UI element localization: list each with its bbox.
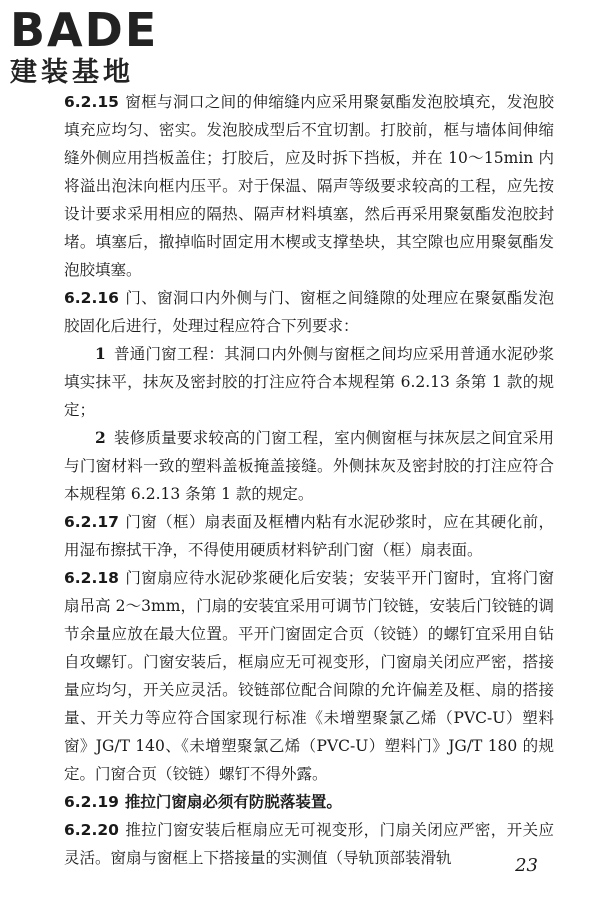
item-number: 2 <box>95 428 106 447</box>
item-text: 装修质量要求较高的门窗工程，室内侧窗框与抹灰层之间宜采用与门窗材料一致的塑料盖板掩盖接缝。外侧抹灰及密封胶的打注应符合本规程第 6.2.13 条第 1 款的规定。 <box>64 429 554 503</box>
clause-text: 门窗（框）扇表面及框槽内粘有水泥砂浆时，应在其硬化前，用湿布擦拭干净，不得使用硬质材料铲刮门窗（框）扇表面。 <box>64 513 554 559</box>
clause-text: 门、窗洞口内外侧与门、窗框之间缝隙的处理应在聚氨酯发泡胶固化后进行，处理过程应符合下列要求： <box>64 289 554 335</box>
page-number: 23 <box>515 855 538 876</box>
clause-text: 推拉门窗扇必须有防脱落装置。 <box>124 792 342 811</box>
logo-subtitle: 建装基地 <box>10 57 134 88</box>
clause-text: 推拉门窗安装后框扇应无可视变形，门扇关闭应严密，开关应灵活。窗扇与窗框上下搭接量的实测值（导轨顶部装滑轨 <box>64 821 554 867</box>
logo <box>10 3 180 90</box>
clause-item-1 <box>64 340 554 424</box>
item-number: 1 <box>95 344 106 363</box>
clause-number: 6.2.16 <box>64 289 119 307</box>
clause-6-2-20 <box>64 816 554 872</box>
clause-number: 6.2.17 <box>64 513 119 531</box>
clause-text: 窗框与洞口之间的伸缩缝内应采用聚氨酯发泡胶填充，发泡胶填充应均匀、密实。发泡胶成型后不宜切割。打胶前，框与墙体间伸缩缝外侧应用挡板盖住；打胶后，应及时拆下挡板，并在 10～15min 内将溢出泡沫向框内压平。对于保温、隔声等级要求较高的工程，应先按设计要求采用相应的隔热、隔声材料填塞，然后再采用聚氨酯发泡胶封堵。填塞后，撤掉临时固定用木楔或支撑垫块，其空隙也应用聚氨酯发泡胶填塞。 <box>64 93 554 279</box>
clause-6-2-16 <box>64 284 554 340</box>
clause-text: 门窗扇应待水泥砂浆硬化后安装；安装平开门窗时，宜将门窗扇吊高 2～3mm，门扇的安装宜采用可调节门铰链，安装后门铰链的调节余量应放在最大位置。平开门窗固定合页（铰链）的螺钉宜采用自钻自攻螺钉。门窗安装后，框扇应无可视变形，门窗扇关闭应严密，搭接量应均匀，开关应灵活。铰链部位配合间隙的允许偏差及框、扇的搭接量、开关力等应符合国家现行标准《未增塑聚氯乙烯（PVC-U）塑料窗》JG/T 140、《未增塑聚氯乙烯（PVC-U）塑料门》JG/T 180 的规定。门窗合页（铰链）螺钉不得外露。 <box>64 569 554 783</box>
clause-number: 6.2.18 <box>64 569 119 587</box>
clause-number: 6.2.19 <box>64 793 119 811</box>
clause-6-2-18 <box>64 564 554 788</box>
item-text: 普通门窗工程：其洞口内外侧与窗框之间均应采用普通水泥砂浆填实抹平，抹灰及密封胶的打注应符合本规程第 6.2.13 条第 1 款的规定； <box>64 345 554 419</box>
clause-6-2-15 <box>64 88 554 284</box>
logo-wordmark: BADE <box>10 3 159 57</box>
clause-number: 6.2.15 <box>64 93 119 111</box>
clause-6-2-19 <box>64 788 554 816</box>
clause-number: 6.2.20 <box>64 821 119 839</box>
document-body <box>64 88 554 872</box>
clause-6-2-17 <box>64 508 554 564</box>
clause-item-2 <box>64 424 554 508</box>
